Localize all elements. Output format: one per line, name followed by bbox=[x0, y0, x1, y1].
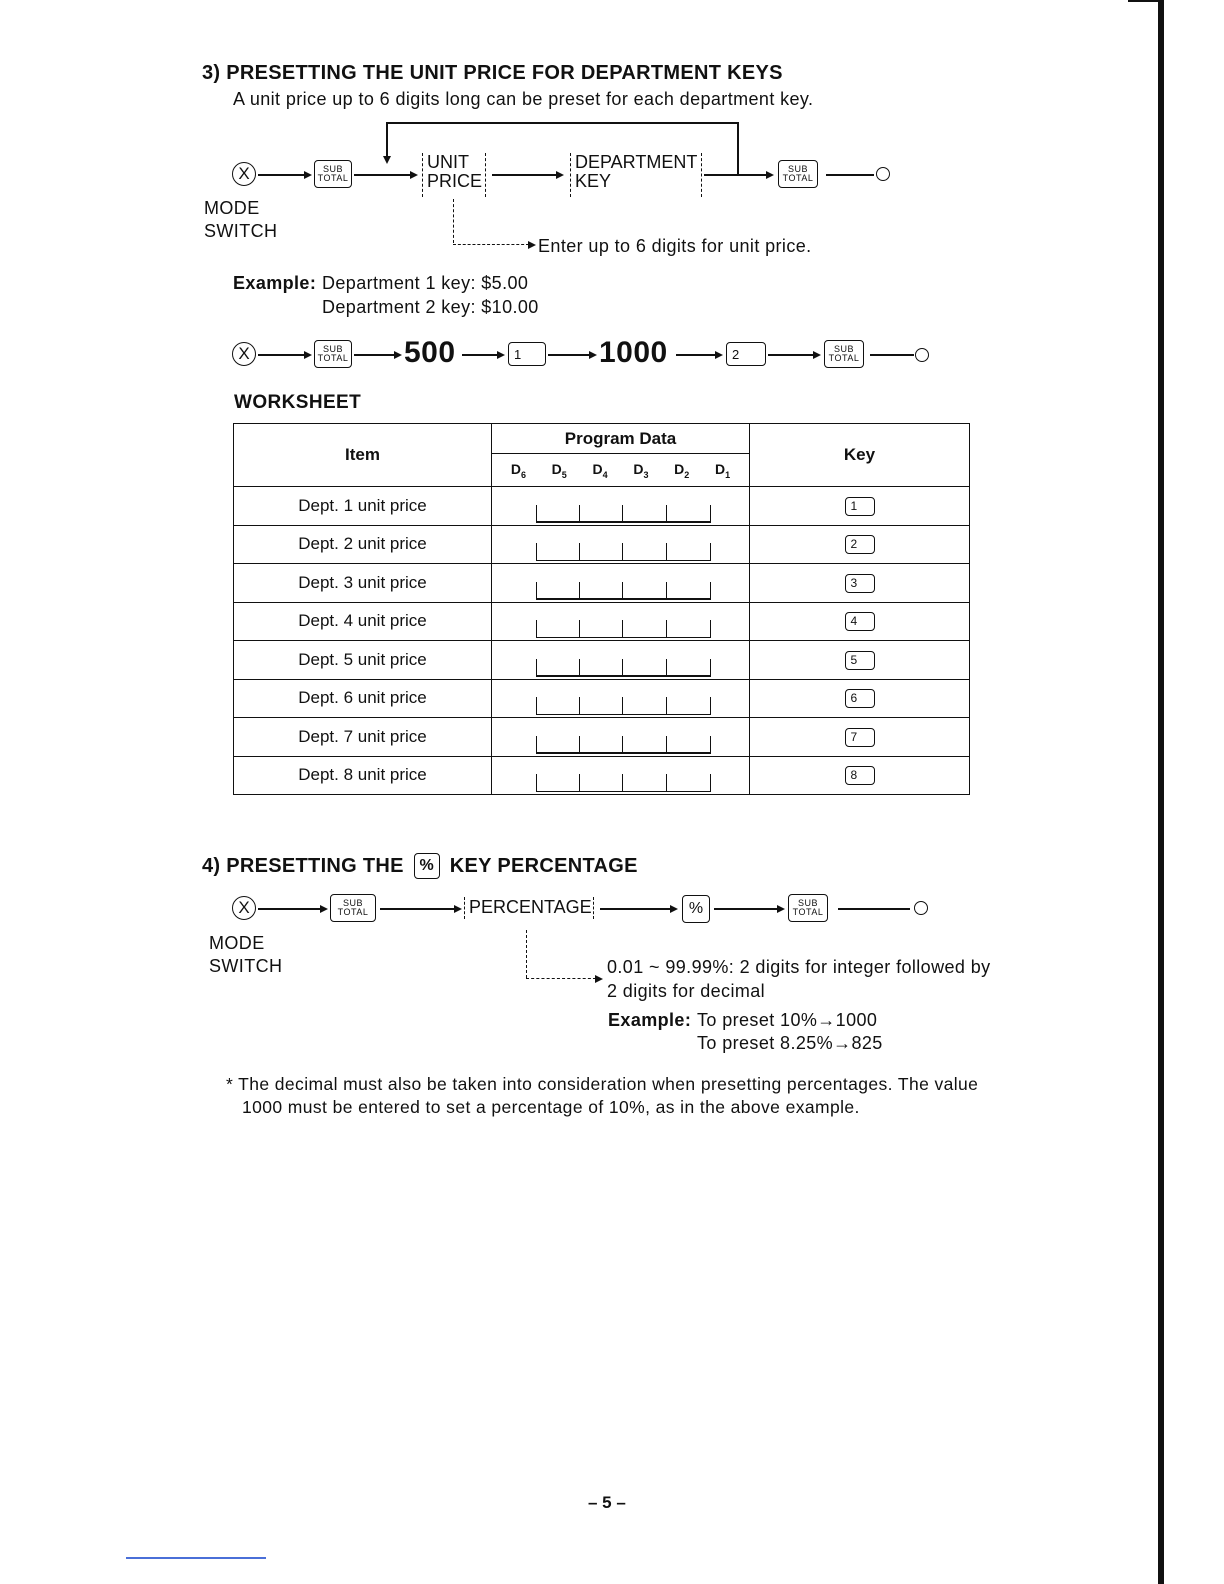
note-arrow bbox=[528, 241, 536, 249]
digit-separator bbox=[536, 543, 537, 561]
subtotal-key-top: SUB bbox=[787, 164, 808, 174]
flow-arrow bbox=[320, 905, 328, 913]
subtotal-key-bottom: TOTAL bbox=[782, 173, 814, 183]
program-data-entry[interactable] bbox=[492, 487, 750, 526]
digit-separator bbox=[622, 659, 623, 677]
department-1-key: 1 bbox=[508, 342, 546, 366]
digit-separator bbox=[710, 774, 711, 792]
percent-key-inline: % bbox=[414, 853, 440, 879]
flow-arrow bbox=[304, 171, 312, 179]
digit-separator bbox=[579, 582, 580, 600]
digit-label bbox=[552, 461, 567, 480]
department-key-icon: 5 bbox=[845, 651, 875, 670]
flow-line bbox=[704, 174, 766, 176]
department-key-box bbox=[570, 153, 702, 197]
flow-end-circle bbox=[876, 167, 890, 181]
subtotal-key-top: SUB bbox=[342, 898, 363, 908]
col-program-header: Program Data bbox=[492, 424, 750, 454]
flow-arrow bbox=[556, 171, 564, 179]
mode-label: MODE bbox=[209, 933, 265, 953]
mode-x-symbol: X bbox=[232, 162, 256, 186]
digit-slots bbox=[492, 501, 749, 523]
page-number: – 5 – bbox=[588, 1493, 626, 1512]
example-line-1: Department 1 key: $5.00 bbox=[322, 273, 529, 293]
program-data-entry[interactable] bbox=[492, 679, 750, 718]
program-data-entry[interactable] bbox=[492, 564, 750, 603]
sequence-value-500: 500 bbox=[404, 336, 456, 369]
subtotal-key-bottom: TOTAL bbox=[317, 353, 349, 363]
flow-arrow bbox=[715, 351, 723, 359]
table-row bbox=[234, 564, 970, 603]
digit-separator bbox=[666, 620, 667, 638]
digit-slots bbox=[492, 693, 749, 715]
percentage-box: PERCENTAGE bbox=[464, 897, 594, 919]
digit-index: 1 bbox=[725, 469, 731, 480]
digit-separator bbox=[622, 697, 623, 715]
loop-line bbox=[386, 122, 738, 124]
flow-line bbox=[380, 908, 454, 910]
department-key-icon: 2 bbox=[845, 535, 875, 554]
row-item-label: Dept. 5 unit price bbox=[234, 641, 492, 680]
row-key-cell bbox=[750, 564, 970, 603]
flow-line bbox=[676, 354, 716, 356]
program-data-entry[interactable] bbox=[492, 756, 750, 795]
flow-arrow bbox=[497, 351, 505, 359]
department-key-icon: 7 bbox=[845, 728, 875, 747]
digit-labels bbox=[492, 461, 749, 480]
digit-separator bbox=[622, 543, 623, 561]
flow-line bbox=[600, 908, 670, 910]
department-key-icon: 3 bbox=[845, 574, 875, 593]
switch-label: SWITCH bbox=[209, 956, 283, 976]
flow-line bbox=[354, 174, 410, 176]
percent-key: % bbox=[682, 895, 710, 923]
row-key-cell bbox=[750, 525, 970, 564]
digit-index: 5 bbox=[561, 469, 567, 480]
page-edge-top bbox=[1128, 0, 1164, 2]
digit-slots bbox=[492, 616, 749, 638]
subtotal-key-end bbox=[778, 160, 818, 188]
row-item-label: Dept. 7 unit price bbox=[234, 718, 492, 757]
col-item-header: Item bbox=[234, 424, 492, 487]
digit-index: 4 bbox=[602, 469, 608, 480]
row-key-cell bbox=[750, 602, 970, 641]
flow-arrow bbox=[670, 905, 678, 913]
note-connector bbox=[453, 199, 454, 243]
subtotal-key-bottom: TOTAL bbox=[317, 173, 349, 183]
section4-title-part-2: KEY PERCENTAGE bbox=[449, 854, 638, 877]
digit-letter: D bbox=[592, 460, 603, 477]
page-edge-bar bbox=[1158, 0, 1164, 1584]
digit-letter: D bbox=[510, 460, 521, 477]
flow-line bbox=[838, 908, 910, 910]
digit-slots bbox=[492, 578, 749, 600]
flow-line bbox=[768, 354, 814, 356]
digit-index: 2 bbox=[684, 469, 690, 480]
unit-price-note: Enter up to 6 digits for unit price. bbox=[538, 236, 812, 256]
section4-title bbox=[202, 853, 638, 879]
digit-slots bbox=[492, 539, 749, 561]
row-item-label: Dept. 6 unit price bbox=[234, 679, 492, 718]
percentage-example-2: To preset 8.25%→825 bbox=[697, 1033, 883, 1053]
subtotal-key-top: SUB bbox=[797, 898, 818, 908]
digit-separator bbox=[579, 620, 580, 638]
digit-separator bbox=[536, 505, 537, 523]
table-row bbox=[234, 679, 970, 718]
digit-separator bbox=[710, 582, 711, 600]
digit-separator bbox=[666, 659, 667, 677]
digit-separator bbox=[536, 697, 537, 715]
flow-line bbox=[258, 908, 320, 910]
example-label: Example: bbox=[233, 273, 317, 293]
digit-letter: D bbox=[551, 460, 562, 477]
flow-arrow bbox=[454, 905, 462, 913]
subtotal-key bbox=[314, 340, 352, 368]
flow-line bbox=[714, 908, 778, 910]
unit-price-label-1: UNIT bbox=[427, 152, 469, 172]
program-data-entry[interactable] bbox=[492, 718, 750, 757]
flow-line bbox=[462, 354, 498, 356]
department-key-icon: 1 bbox=[845, 497, 875, 516]
digit-separator bbox=[579, 505, 580, 523]
row-item-label: Dept. 1 unit price bbox=[234, 487, 492, 526]
digit-label bbox=[674, 461, 689, 480]
digit-header-row bbox=[492, 454, 750, 487]
unit-price-box bbox=[422, 153, 486, 197]
flow-arrow bbox=[410, 171, 418, 179]
digit-separator bbox=[622, 582, 623, 600]
row-item-label: Dept. 8 unit price bbox=[234, 756, 492, 795]
digit-separator bbox=[536, 582, 537, 600]
switch-label: SWITCH bbox=[204, 221, 278, 241]
flow-arrow bbox=[589, 351, 597, 359]
mode-x-symbol: X bbox=[232, 342, 256, 366]
flow-arrow bbox=[777, 905, 785, 913]
digit-letter: D bbox=[674, 460, 685, 477]
col-key-header: Key bbox=[750, 424, 970, 487]
digit-slots bbox=[492, 770, 749, 792]
footnote-line-1: * The decimal must also be taken into consideration when presetting percentages. The value bbox=[226, 1074, 979, 1094]
digit-separator bbox=[536, 774, 537, 792]
subtotal-key-bottom: TOTAL bbox=[337, 907, 369, 917]
unit-price-label-2: PRICE bbox=[427, 171, 483, 191]
subtotal-key-top: SUB bbox=[833, 344, 854, 354]
flow-line bbox=[826, 174, 874, 176]
row-key-cell bbox=[750, 679, 970, 718]
digit-separator bbox=[666, 774, 667, 792]
row-item-label: Dept. 2 unit price bbox=[234, 525, 492, 564]
digit-separator bbox=[710, 697, 711, 715]
digit-index: 6 bbox=[520, 469, 526, 480]
sequence-value-1000: 1000 bbox=[599, 336, 668, 369]
percentage-note-1: 0.01 ~ 99.99%: 2 digits for integer followed by bbox=[607, 957, 991, 977]
digit-letter: D bbox=[714, 460, 726, 477]
note-connector bbox=[526, 930, 527, 978]
flow-arrow bbox=[394, 351, 402, 359]
digit-separator bbox=[666, 697, 667, 715]
department-key-icon: 8 bbox=[845, 766, 875, 785]
flow-arrow bbox=[813, 351, 821, 359]
digit-separator bbox=[622, 774, 623, 792]
footnote-line-2: 1000 must be entered to set a percentage of 10%, as in the above example. bbox=[242, 1097, 860, 1117]
digit-letter: D bbox=[633, 460, 644, 477]
digit-separator bbox=[579, 736, 580, 754]
worksheet-table bbox=[233, 423, 970, 795]
table-row bbox=[234, 525, 970, 564]
flow-line bbox=[354, 354, 394, 356]
digit-label bbox=[593, 461, 608, 480]
digit-separator bbox=[666, 543, 667, 561]
row-key-cell bbox=[750, 718, 970, 757]
department-key-icon: 6 bbox=[845, 689, 875, 708]
table-row bbox=[234, 602, 970, 641]
subtotal-key-top: SUB bbox=[322, 344, 343, 354]
flow-arrow bbox=[304, 351, 312, 359]
row-key-cell bbox=[750, 756, 970, 795]
row-key-cell bbox=[750, 487, 970, 526]
example-line-2: Department 2 key: $10.00 bbox=[322, 297, 539, 317]
mode-label: MODE bbox=[204, 198, 260, 218]
digit-separator bbox=[622, 736, 623, 754]
digit-separator bbox=[622, 620, 623, 638]
subtotal-key-bottom: TOTAL bbox=[792, 907, 824, 917]
flow-arrow bbox=[766, 171, 774, 179]
subtotal-key bbox=[314, 160, 352, 188]
row-item-label: Dept. 4 unit price bbox=[234, 602, 492, 641]
note-connector bbox=[453, 244, 529, 245]
flow-end-circle bbox=[915, 348, 929, 362]
flow-end-circle bbox=[914, 901, 928, 915]
digit-separator bbox=[579, 774, 580, 792]
digit-separator bbox=[536, 620, 537, 638]
loop-line bbox=[737, 122, 739, 174]
flow-line bbox=[258, 174, 304, 176]
digit-separator bbox=[666, 736, 667, 754]
digit-separator bbox=[710, 736, 711, 754]
table-row bbox=[234, 756, 970, 795]
flow-line bbox=[492, 174, 556, 176]
flow-line bbox=[548, 354, 590, 356]
flow-line bbox=[258, 354, 304, 356]
department-key-label-1: DEPARTMENT bbox=[575, 152, 698, 172]
digit-separator bbox=[579, 659, 580, 677]
table-row bbox=[234, 718, 970, 757]
section4-title-part-1: 4) PRESETTING THE bbox=[202, 854, 404, 877]
subtotal-key-end bbox=[824, 340, 864, 368]
section3-title: 3) PRESETTING THE UNIT PRICE FOR DEPARTMENT KEYS bbox=[202, 62, 783, 84]
loop-line bbox=[386, 122, 388, 160]
digit-separator bbox=[579, 543, 580, 561]
row-key-cell bbox=[750, 641, 970, 680]
bottom-rule bbox=[126, 1557, 266, 1559]
digit-separator bbox=[666, 505, 667, 523]
worksheet-title: WORKSHEET bbox=[234, 392, 362, 413]
mode-x-symbol: X bbox=[232, 896, 256, 920]
subtotal-key bbox=[330, 894, 376, 922]
digit-separator bbox=[622, 505, 623, 523]
department-key-label-2: KEY bbox=[575, 171, 612, 191]
digit-separator bbox=[710, 543, 711, 561]
department-2-key: 2 bbox=[726, 342, 766, 366]
table-row bbox=[234, 487, 970, 526]
subtotal-key-top: SUB bbox=[322, 164, 343, 174]
loop-arrow bbox=[383, 156, 391, 164]
program-data-entry[interactable] bbox=[492, 525, 750, 564]
row-item-label: Dept. 3 unit price bbox=[234, 564, 492, 603]
digit-label bbox=[633, 461, 648, 480]
digit-label bbox=[715, 461, 730, 480]
program-data-entry[interactable] bbox=[492, 641, 750, 680]
subtotal-key-bottom: TOTAL bbox=[828, 353, 860, 363]
example-label: Example: bbox=[608, 1010, 692, 1030]
digit-separator bbox=[579, 697, 580, 715]
digit-separator bbox=[536, 736, 537, 754]
digit-separator bbox=[710, 620, 711, 638]
note-arrow bbox=[595, 975, 603, 983]
percentage-example-1: To preset 10%→1000 bbox=[697, 1010, 878, 1030]
table-row bbox=[234, 641, 970, 680]
digit-separator bbox=[710, 659, 711, 677]
note-connector bbox=[526, 978, 596, 979]
digit-index: 3 bbox=[643, 469, 649, 480]
digit-separator bbox=[710, 505, 711, 523]
department-key-icon: 4 bbox=[845, 612, 875, 631]
flow-line bbox=[870, 354, 914, 356]
percentage-note-2: 2 digits for decimal bbox=[607, 981, 766, 1001]
digit-separator bbox=[666, 582, 667, 600]
digit-separator bbox=[536, 659, 537, 677]
worksheet-body bbox=[234, 487, 970, 795]
digit-label bbox=[511, 461, 526, 480]
program-data-entry[interactable] bbox=[492, 602, 750, 641]
subtotal-key-end bbox=[788, 894, 828, 922]
section3-intro: A unit price up to 6 digits long can be preset for each department key. bbox=[233, 89, 814, 109]
digit-slots bbox=[492, 655, 749, 677]
digit-slots bbox=[492, 732, 749, 754]
